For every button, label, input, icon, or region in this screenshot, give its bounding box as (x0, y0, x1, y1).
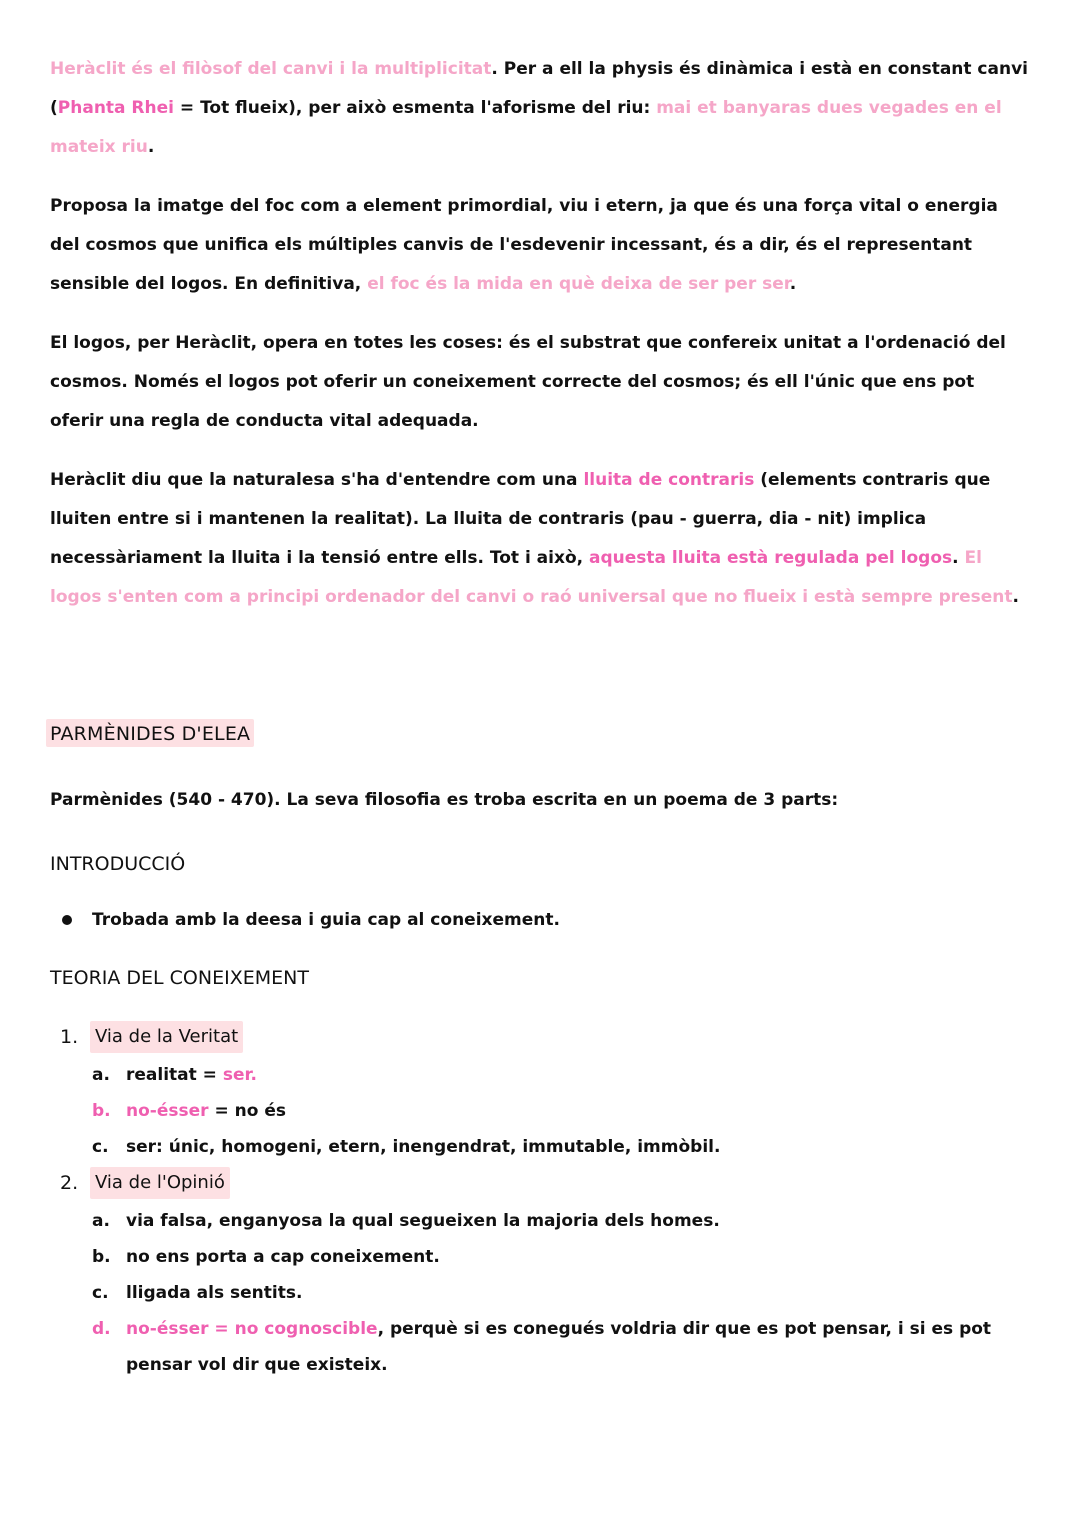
sub-item-text: lligada als sentits. (126, 1283, 303, 1303)
sub-item-letter: d. (92, 1319, 111, 1339)
item-number: 2. (60, 1172, 79, 1194)
paragraph-contraris (50, 461, 1028, 617)
body-text: . (789, 274, 797, 294)
bullet-icon (62, 915, 72, 925)
body-text: (elements contraris que lluiten entre si i mantenen la realitat). La lluita de contraris (pau - guerra, dia - nit) implica necessàriament la lluita i la tensió entre ells. Tot i això, (50, 470, 991, 568)
highlight-text: no-ésser = no cognoscible (126, 1319, 378, 1339)
highlight-text: no-ésser (126, 1101, 209, 1121)
section-intro: Parmènides (540 - 470). La seva filosofia es troba escrita en un poema de 3 parts: (50, 790, 839, 810)
paragraph-logos (50, 324, 1028, 441)
sub-item (92, 1311, 1028, 1383)
sub-item-letter: c. (92, 1283, 109, 1303)
paragraph-heraclit-intro (50, 50, 1028, 167)
sub-item-letter: a. (92, 1065, 110, 1085)
sub-item-text: = no és (208, 1101, 286, 1121)
sub-item-text: realitat = (126, 1065, 223, 1085)
section-title: PARMÈNIDES D'ELEA (46, 719, 254, 747)
body-text: . (1012, 587, 1019, 607)
sub-item (92, 1129, 1028, 1165)
sub-item-text: , perquè si es conegués voldria dir que es pot pensar, i si es pot pensar vol dir que existeix. (126, 1319, 992, 1375)
numbered-item (60, 1167, 1028, 1199)
highlight-text: el foc és la mida en què deixa de ser per ser (367, 274, 790, 294)
body-text: . (952, 548, 965, 568)
list-item-text: Trobada amb la deesa i guia cap al coneixement. (92, 910, 560, 930)
sub-item-text: ser: únic, homogeni, etern, inengendrat, immutable, immòbil. (126, 1137, 721, 1157)
sub-item (92, 1093, 1028, 1129)
sub-item (92, 1275, 1028, 1311)
highlight-text: Phanta Rhei (57, 98, 174, 118)
list-item (62, 905, 1028, 935)
body-text: = Tot flueix), per això esmenta l'aforisme del riu: (173, 98, 657, 118)
highlight-text: ser. (222, 1065, 257, 1085)
body-text: El logos, per Heràclit, opera en totes les coses: és el substrat que confereix unitat a l'ordenació del cosmos. Només el logos pot oferir un coneixement correcte del cosmos; és ell l'únic que ens pot oferir una regla de conducta vital adequada. (50, 333, 1006, 431)
numbered-item (60, 1021, 1028, 1053)
body-text: . Per a ell la physis és dinàmica i està en constant canvi ( (50, 59, 1028, 118)
body-text: . (147, 137, 155, 157)
highlight-text: lluita de contraris (583, 470, 755, 490)
spacer (50, 637, 1028, 719)
sub-item-text: via falsa, enganyosa la qual segueixen la majoria dels homes. (126, 1211, 720, 1231)
sub-item-letter: a. (92, 1211, 110, 1231)
sub-item (92, 1057, 1028, 1093)
sub-item-letter: b. (92, 1101, 111, 1121)
paragraph-foc (50, 187, 1028, 304)
sub-item-letter: b. (92, 1247, 111, 1267)
subsection-title-teoria: TEORIA DEL CONEIXEMENT (50, 967, 309, 989)
highlight-text: mai et banyaras dues vegades en el mateix riu (50, 98, 1002, 157)
subsection-title-introduccio: INTRODUCCIÓ (50, 853, 186, 875)
body-text: Heràclit diu que la naturalesa s'ha d'entendre com una (50, 470, 584, 490)
highlight-text: El logos s'enten com a principi ordenador del canvi o raó universal que no flueix i està sempre present (50, 548, 1013, 607)
highlight-text: Heràclit és el filòsof del canvi i la multiplicitat (50, 59, 492, 79)
sub-item (92, 1239, 1028, 1275)
sub-item-text: no ens porta a cap coneixement. (126, 1247, 440, 1267)
sub-item-letter: c. (92, 1137, 109, 1157)
highlight-text: aquesta lluita està regulada pel logos (589, 548, 953, 568)
item-label: Via de l'Opinió (90, 1167, 230, 1199)
sub-item (92, 1203, 1028, 1239)
item-label: Via de la Veritat (90, 1021, 243, 1053)
item-number: 1. (60, 1026, 79, 1048)
body-text: Proposa la imatge del foc com a element primordial, viu i etern, ja que és una força vital o energia del cosmos que unifica els múltiples canvis de l'esdevenir incessant, és a dir, és el representant sensible del logos. En definitiva, (50, 196, 998, 294)
